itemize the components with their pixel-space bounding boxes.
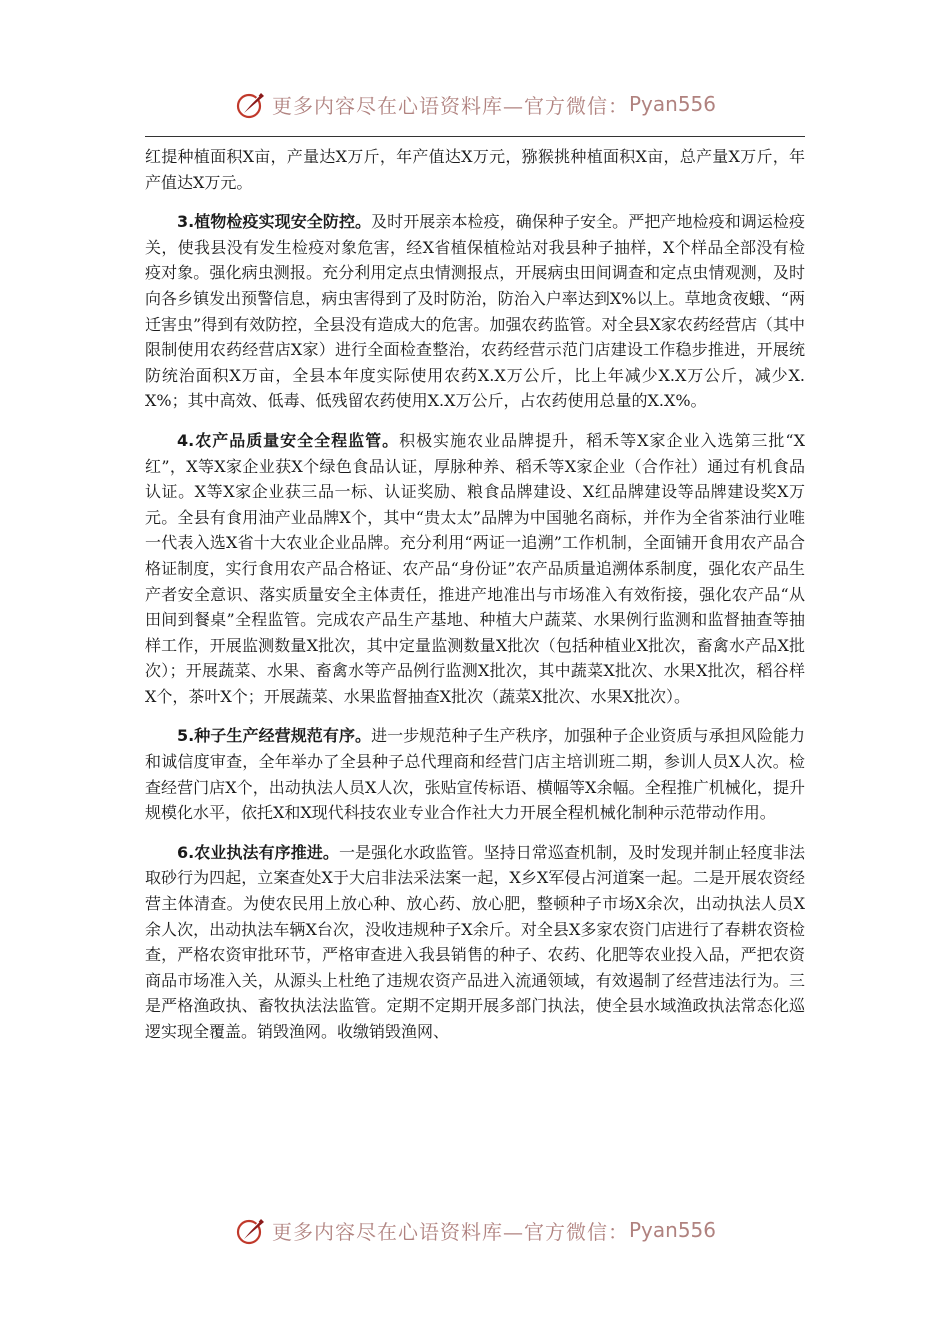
paragraph-law-enforcement: 6.农业执法有序推进。一是强化水政监管。坚持日常巡查机制，及时发现并制止轻度非法取砂行为四起，立案查处X于大启非法采法案一起，X乡X军侵占河道案一起。二是开展农资经营主体清查。为使农民用上放心种、放心药、放心肥，整顿种子市场X余次，出动执法人员X余人次，出动执法车辆X台次，没收违规种子X余斤。对全县X多家农资门店进行了春耕农资检查，严格农资审批环节，严格审查进入我县销售的种子、农药、化肥等农业投入品，严把农资商品市场准入关，从源头上杜绝了违规农资产品进入流通领域，有效遏制了经营违法行为。三是严格渔政执、畜牧执法法监管。定期不定期开展多部门执法，使全县水域渔政执法常态化巡逻实现全覆盖。销毁渔网。收缴销毁渔网、 [145, 842, 805, 1041]
feather-pen-logo-icon [234, 87, 268, 121]
footer-banner [0, 1210, 950, 1250]
paragraph-continuation: 红提种植面积X亩，产量达X万斤，年产值达X万元，猕猴挑种植面积X亩，总产量X万斤，年产值达X万元。 [145, 147, 805, 192]
paragraph-product-quality: 4.农产品质量安全全程监管。积极实施农业品牌提升，稻禾等X家企业入选第三批“X红”，X等X家企业获X个绿色食品认证，厚脉种养、稻禾等X家企业（合作社）通过有机食品认证。X等X家企业获三品一标、认证奖励、粮食品牌建设、X红品牌建设等品牌建设奖X万元。全县有食用油产业品牌X个，其中“贵太太”品牌为中国驰名商标，并作为全省茶油行业唯一代表入选X省十大农业企业品牌。充分利用“两证一追溯”工作机制，全面铺开食用农产品合格证制度，实行食用农产品合格证、农产品“身份证”农产品质量追溯体系制度，强化农产品生产者安全意识、落实质量安全主体责任，推进产地准出与市场准入有效衔接，强化农产品“从田间到餐桌”全程监管。完成农产品生产基地、种植大户蔬菜、水果例行监测和监督抽查等抽样工作，开展监测数量X批次，其中定量监测数量X批次（包括种植业X批次，畜禽水产品X批次）；开展蔬菜、水果、畜禽水等产品例行监测X批次，其中蔬菜X批次、水果X批次，稻谷样X个，茶叶X个；开展蔬菜、水果监督抽查X批次（蔬菜X批次、水果X批次）。 [145, 430, 805, 706]
header-divider [145, 136, 805, 137]
paragraph-heading: 4.农产品质量安全全程监管。 [177, 430, 400, 450]
paragraph-heading: 5.种子生产经营规范有序。 [177, 726, 372, 746]
banner-text: 更多内容尽在心语资料库—官方微信： [271, 1219, 629, 1244]
document-body [145, 144, 805, 1059]
banner-wechat-id: Pyan556 [628, 92, 716, 116]
banner-wechat-id: Pyan556 [628, 1218, 716, 1242]
paragraph-seed-production: 5.种子生产经营规范有序。进一步规范种子生产秩序，加强种子企业资质与承担风险能力和诚信度审查，全年举办了全县种子总代理商和经营门店主培训班二期，参训人员X人次。检查经营门店X个，出动执法人员X人次，张贴宣传标语、横幅等X余幅。全程推广机械化，提升规模化水平，依托X和X现代科技农业专业合作社大力开展全程机械化制种示范带动作用。 [145, 726, 805, 823]
banner-text: 更多内容尽在心语资料库—官方微信： [271, 93, 629, 118]
paragraph-heading: 6.农业执法有序推进。 [177, 842, 339, 862]
paragraph-plant-quarantine: 3.植物检疫实现安全防控。及时开展亲本检疫，确保种子安全。严把产地检疫和调运检疫关，使我县没有发生检疫对象危害，经X省植保植检站对我县种子抽样，X个样品全部没有检疫对象。强化病虫测报。充分利用定点虫情测报点，开展病虫田间调查和定点虫情观测，及时向各乡镇发出预警信息，病虫害得到了及时防治，防治入户率达到X%以上。草地贪夜蛾、“两迁害虫”得到有效防控，全县没有造成大的危害。加强农药监管。对全县X家农药经营店（其中限制使用农药经营店X家）进行全面检查整治，农药经营示范门店建设工作稳步推进，开展统防统治面积X万亩，全县本年度实际使用农药X.X万公斤，比上年减少X.X万公斤，减少X.X%；其中高效、低毒、低残留农药使用X.X万公斤，占农药使用总量的X.X%。 [145, 212, 805, 411]
paragraph-heading: 3.植物检疫实现安全防控。 [177, 212, 372, 232]
feather-pen-logo-icon [234, 1213, 268, 1247]
header-banner [0, 84, 950, 124]
